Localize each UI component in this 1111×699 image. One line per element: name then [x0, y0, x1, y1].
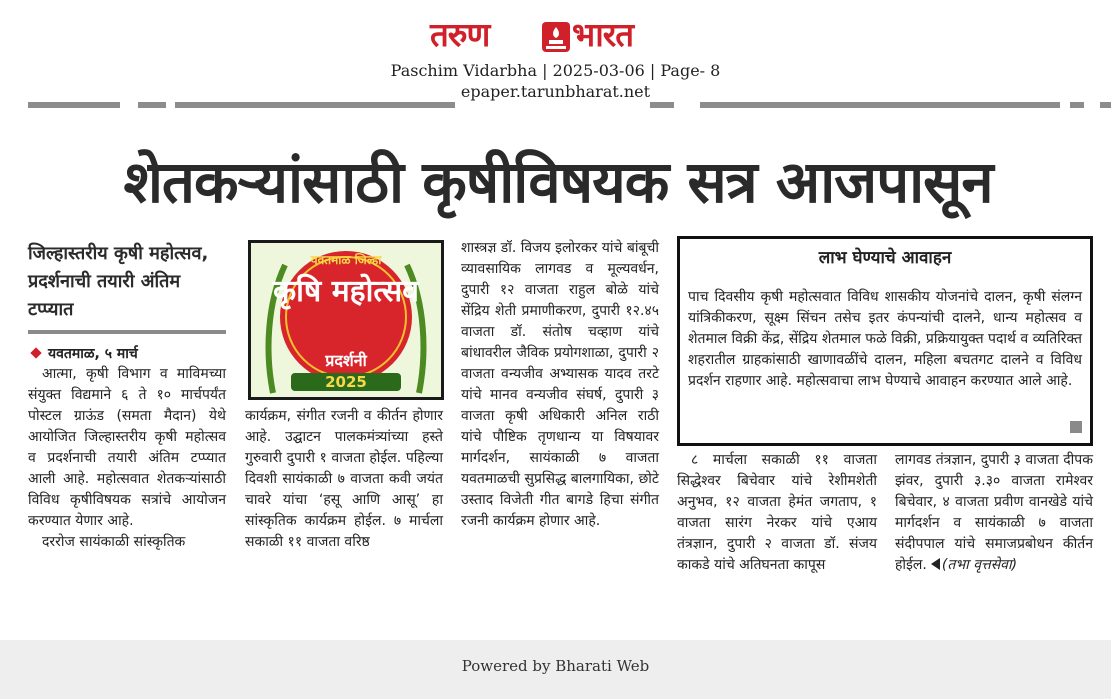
- box-body: पाच दिवसीय कृषी महोत्सवात विविध शासकीय योजनांचे दालन, कृषी संलग्न यांत्रिकीकरण, सूक्ष्म सिंचन तसेच इतर कंपन्यांची दालने, धान्य महोत्सव व शेतमाल विक्री केंद्र, सेंद्रिय शेतमाल फळे विक्री, प्रक्रियायुक्त पदार्थ व व्यतिरिक्त शहरातील ग्राहकांसाठी खाणावळींचे दालन, महिला बचतगट दालने व विविध प्रदर्शन राहणार आहे. महोत्सवाचा लाभ घेण्याचे आवाहन करण्यात आले आहे.: [688, 289, 1083, 389]
- subheadline-rule: [28, 330, 226, 334]
- divider-rule: [1100, 102, 1111, 108]
- edition-info: Paschim Vidarbha | 2025-03-06 | Page- 8: [390, 61, 721, 80]
- article-column-4: [677, 450, 877, 576]
- article-column-1: [28, 364, 226, 553]
- divider-rule: [700, 102, 1060, 108]
- article-paragraph: दररोज सायंकाळी सांस्कृतिक: [42, 534, 186, 550]
- article-paragraph-text: लागवड तंत्रज्ञान, दुपारी ३ वाजता दीपक झंवर, दुपारी ३.३० वाजता रामेश्वर बिचेवार, ४ वाजता प्रवीण वानखेडे यांचे मार्गदर्शन व सायंकाळी ७ वाजता संदीपपाल यांचे समाजप्रबोधन कीर्तन होईल.: [895, 452, 1093, 573]
- divider-rule: [1070, 102, 1084, 108]
- divider-rule: [175, 102, 455, 108]
- divider-rule: [650, 102, 674, 108]
- box-title: लाभ घेण्याचे आवाहन: [818, 248, 952, 268]
- news-source: (तभा वृत्तसेवा): [941, 557, 1018, 573]
- article-paragraph: [895, 450, 1093, 576]
- subheadline: जिल्हास्तरीय कृषी महोत्सव, प्रदर्शनाची तयारी अंतिम टप्प्यात: [28, 243, 209, 320]
- headline: शेतकऱ्यांसाठी कृषीविषयक सत्र आजपासून: [123, 148, 993, 216]
- article-column-5: [895, 450, 1093, 576]
- photo-year: 2025: [325, 373, 367, 391]
- article-paragraph: आत्मा, कृषी विभाग व माविमच्या संयुक्त विद्यमाने ६ ते १० मार्चपर्यंत पोस्टल ग्राऊंड (समता मैदान) येथे आयोजित जिल्हास्तरीय कृषी महोत्सव व प्रदर्शनाची तयारी अंतिम टप्प्यात आली आहे. महोत्सवात शेतकऱ्यांसाठी विविध कृषीविषयक सत्रांचे आयोजन करण्यात येणार आहे.: [28, 366, 226, 529]
- tarun-bharat-logo[interactable]: [430, 16, 682, 56]
- lamp-emblem-icon: [540, 20, 572, 54]
- logo-text-right: भारत: [572, 15, 634, 54]
- logo-text-left: तरुण: [430, 15, 490, 54]
- article-paragraph: शास्त्रज्ञ डॉ. विजय इलोरकर यांचे बांबूची व्यावसायिक लागवड व मूल्यवर्धन, दुपारी १२ वाजता राहुल बोळे यांचे सेंद्रिय शेती प्रमाणीकरण, दुपारी १२.४५ वाजता डॉ. संतोष चव्हाण यांचे बांधावरील जैविक प्रयोगशाळा, दुपारी २ वाजता वन्यजीव अभ्यासक यादव तरटे यांचे मानव वन्यजीव संघर्ष, दुपारी ३ वाजता कृषी अधिकारी अनिल राठी यांचे पौष्टिक तृणधान्य या विषयावर मार्गदर्शन, सायंकाळी ७ वाजता यवतमाळची सुप्रसिद्ध बालगायिका, छोटे उस्ताद विजेती गीत बागडे हिचा संगीत रजनी कार्यक्रम होणार आहे.: [461, 240, 659, 529]
- article-paragraph: ८ मार्चला सकाळी ११ वाजता सिद्धेश्वर बिचेवार यांचे रेशीमशेती अनुभव, १२ वाजता हेमंत जगताप, १ वाजता सारंग नेरकर यांचे एआय तंत्रज्ञान, दुपारी २ वाजता डॉ. संजय काकडे यांचे अतिघनता कापूस: [677, 452, 877, 573]
- divider-rule: [138, 102, 166, 108]
- footer: [0, 640, 1111, 699]
- powered-by-link[interactable]: Powered by Bharati Web: [461, 657, 650, 675]
- pointer-triangle-icon: [931, 558, 940, 570]
- photo-top-text: यवतमाळ जिल्हा: [310, 253, 382, 267]
- dateline: [30, 344, 230, 363]
- article-column-2: [245, 406, 443, 553]
- photo-sub-text: प्रदर्शनी: [325, 351, 367, 370]
- photo-main-text: कृषि महोत्सव: [273, 274, 419, 309]
- dateline-text: यवतमाळ, ५ मार्च: [48, 346, 138, 362]
- diamond-bullet-icon: [30, 347, 41, 358]
- article-column-3: [461, 238, 659, 532]
- article-paragraph: कार्यक्रम, संगीत रजनी व कीर्तन होणार आहे. उद्घाटन पालकमंत्र्यांच्या हस्ते गुरुवारी दुपारी १ वाजता होईल. पहिल्या दिवशी सायंकाळी ७ वाजता कवी जयंत चावरे यांचा ‘हसू आणि आसू’ हा सांस्कृतिक कार्यक्रम होईल. ७ मार्चला सकाळी ११ वाजता वरिष्ठ: [245, 408, 443, 550]
- end-mark-icon: [1070, 421, 1082, 433]
- appeal-box: [677, 236, 1093, 446]
- masthead: [0, 0, 1111, 104]
- divider-rule: [28, 102, 120, 108]
- site-url[interactable]: epaper.tarunbharat.net: [460, 82, 651, 101]
- krishi-mahotsav-logo-image: [248, 240, 444, 400]
